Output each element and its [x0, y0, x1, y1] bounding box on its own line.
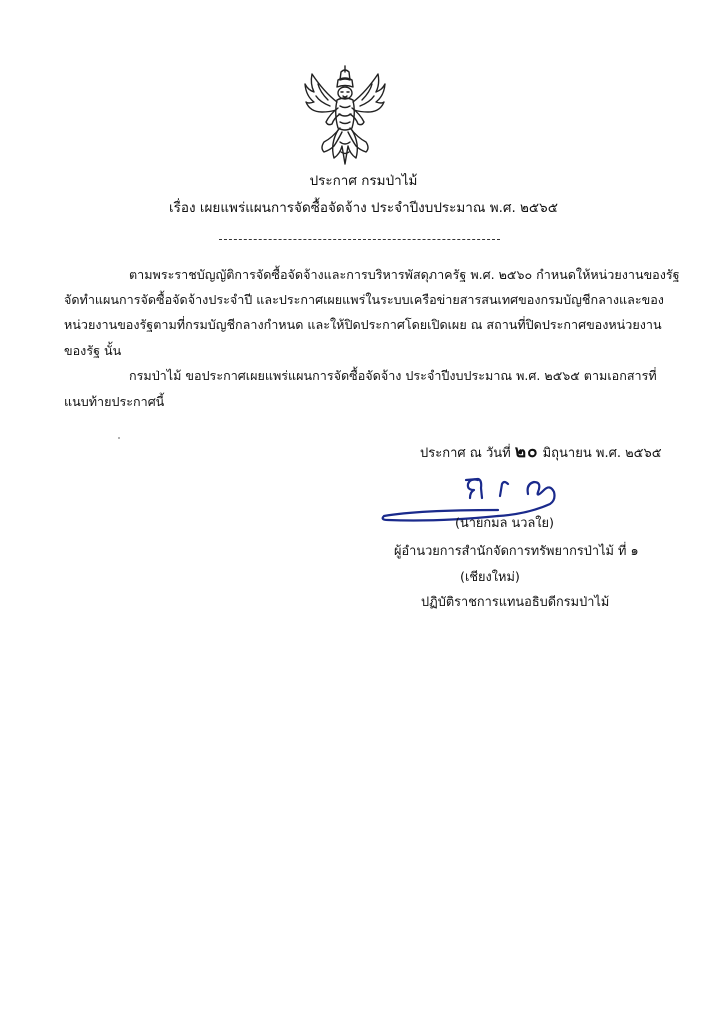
date-prefix: ประกาศ ณ วันที่: [420, 446, 511, 461]
announcement-date: [420, 442, 662, 464]
signatory-position-location: (เชียงใหม่): [460, 570, 520, 585]
garuda-emblem-icon: [300, 62, 390, 172]
paragraph-1-line: ตามพระราชบัญญัติการจัดซื้อจัดจ้างและการบริหารพัสดุภาครัฐ พ.ศ. ๒๕๖๐ กำหนดให้หน่วยงานของรัฐ: [129, 267, 680, 282]
announcement-subject: เรื่อง เผยแพร่แผนการจัดซื้อจัดจ้าง ประจำปีงบประมาณ พ.ศ. ๒๕๖๕: [169, 200, 558, 216]
signatory-acting-role: ปฏิบัติราชการแทนอธิบดีกรมป่าไม้: [421, 595, 610, 610]
dashed-divider: [219, 239, 500, 240]
paragraph-2-line: แนบท้ายประกาศนี้: [64, 394, 165, 409]
paragraph-2-line: กรมป่าไม้ ขอประกาศเผยแพร่แผนการจัดซื้อจัดจ้าง ประจำปีงบประมาณ พ.ศ. ๒๕๖๕ ตามเอกสารที่: [129, 368, 657, 383]
date-month-year: มิถุนายน พ.ศ. ๒๕๖๕: [542, 446, 662, 461]
paragraph-1-line: จัดทำแผนการจัดซื้อจัดจ้างประจำปี และประกาศเผยแพร่ในระบบเครือข่ายสารสนเทศของกรมบัญชีกลางและของ: [64, 292, 664, 307]
signatory-name: (นายกมล นวลใย): [455, 516, 555, 531]
announcement-title: ประกาศ กรมป่าไม้: [309, 173, 418, 189]
paragraph-1-line: ของรัฐ นั้น: [64, 343, 122, 358]
scan-speck: [118, 437, 120, 439]
paragraph-1-line: หน่วยงานของรัฐตามที่กรมบัญชีกลางกำหนด และให้ปิดประกาศโดยเปิดเผย ณ สถานที่ปิดประกาศของหน่วยงาน: [64, 317, 662, 332]
signatory-position: ผู้อำนวยการสำนักจัดการทรัพยากรป่าไม้ ที่ ๑: [394, 544, 639, 559]
date-day: ๒๐: [514, 442, 539, 462]
